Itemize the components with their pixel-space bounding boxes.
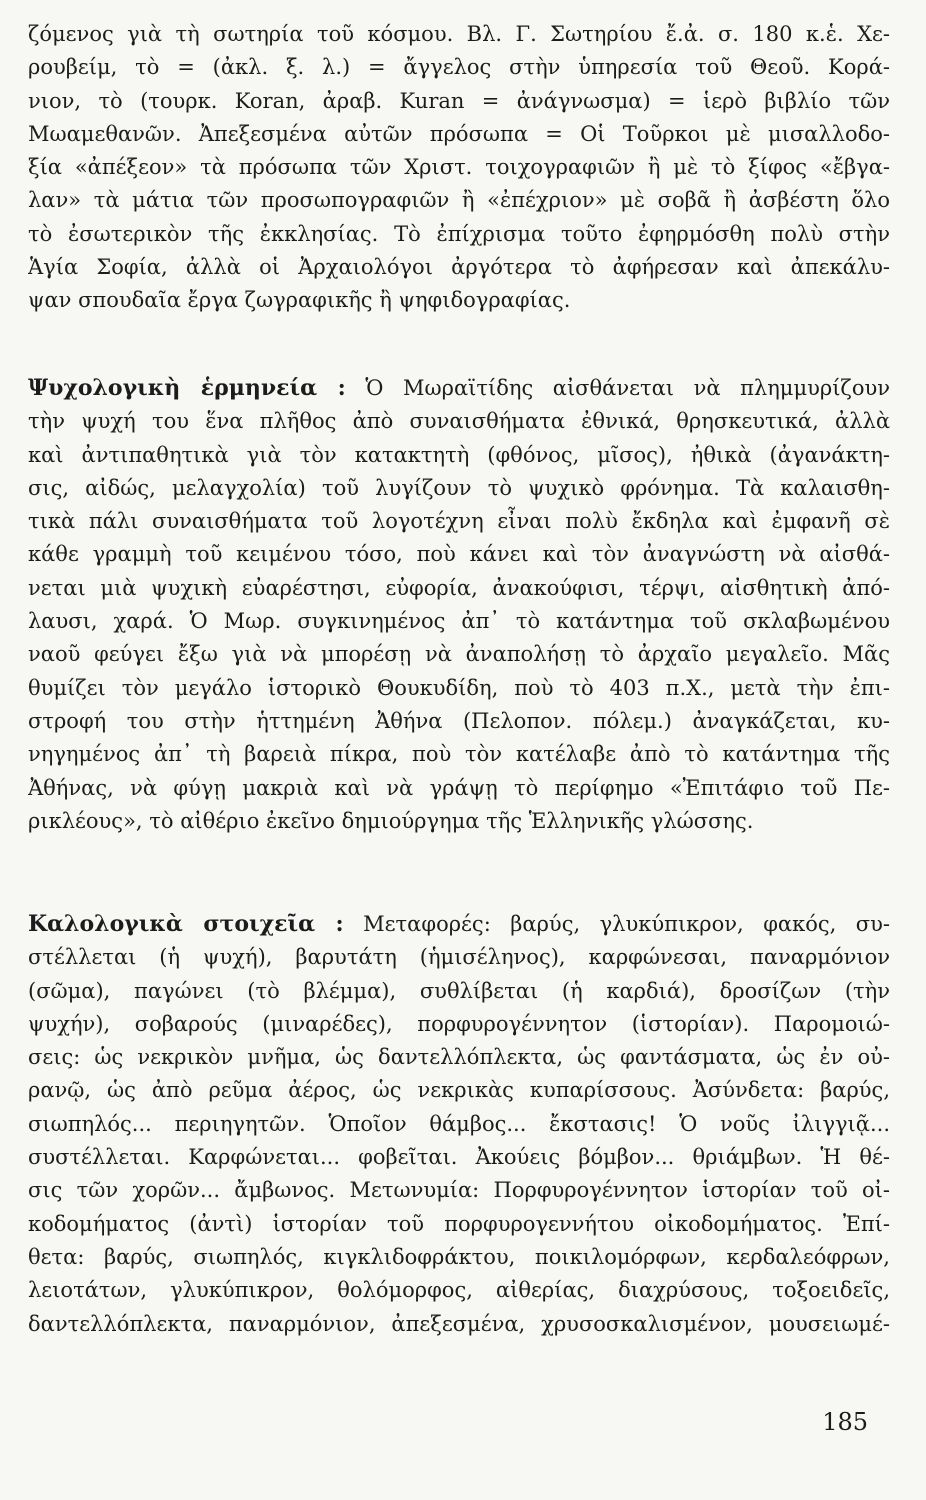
text-line: στροφή του στὴν ἡττημένη Ἀθήνα (Πελοπον. πόλεμ.) ἀναγκάζεται, κυ- xyxy=(28,708,890,733)
text-line: ρουβείμ, τὸ = (ἀκλ. ξ. λ.) = ἄγγελος στὴν ὑπηρεσία τοῦ Θεοῦ. Κορά- xyxy=(28,55,890,80)
text-line: σιωπηλός... περιηγητῶν. Ὁποῖον θάμβος... ἔκστασις! Ὁ νοῦς ἰλιγγιᾷ... xyxy=(28,1111,890,1136)
text-line: τικὰ πάλι συναισθήματα τοῦ λογοτέχνη εἶναι πολὺ ἔκδηλα καὶ ἐμφανῆ σὲ xyxy=(28,509,890,534)
text-line: ξία «ἀπέξεον» τὰ πρόσωπα τῶν Χριστ. τοιχογραφιῶν ἢ μὲ τὸ ξίφος «ἔβγα- xyxy=(28,155,890,180)
text-line: ναοῦ φεύγει ἔξω γιὰ νὰ μπορέσῃ νὰ ἀναπολήσῃ τὸ ἀρχαῖο μεγαλεῖο. Μᾶς xyxy=(28,642,890,667)
text-line: στέλλεται (ἡ ψυχή), βαρυτάτη (ἡμισέληνος), καρφώνεσαι, παναρμόνιον xyxy=(28,945,890,970)
text-line-start: Μεταφορές: βαρύς, γλυκύπικρον, φακός, συ- xyxy=(343,912,890,936)
text-line: (σῶμα), παγώνει (τὸ βλέμμα), συθλίβεται (ἡ καρδιά), δροσίζων (τὴν xyxy=(28,978,890,1003)
text-line: δαντελλόπλεκτα, παναρμόνιον, ἀπεξεσμένα, χρυσοσκαλισμένον, μουσειωμέ- xyxy=(28,1311,890,1336)
text-line: Μωαμεθανῶν. Ἀπεξεσμένα αὐτῶν πρόσωπα = Οἱ Τοῦρκοι μὲ μισαλλοδο- xyxy=(28,121,890,146)
text-line-first xyxy=(28,908,890,941)
text-line-first xyxy=(28,372,890,405)
text-line: συστέλλεται. Καρφώνεται... φοβεῖται. Ἀκούεις βόμβον... θριάμβων. Ἡ θέ- xyxy=(28,1145,890,1170)
text-line: ζόμενος γιὰ τὴ σωτηρία τοῦ κόσμου. Βλ. Γ. Σωτηρίου ἔ.ἀ. σ. 180 κ.ἑ. Χε- xyxy=(28,22,890,46)
text-line: σεις: ὡς νεκρικὸν μνῆμα, ὡς δαντελλόπλεκτα, ὡς φαντάσματα, ὡς ἐν οὐ- xyxy=(28,1045,890,1070)
paragraph-glossary xyxy=(28,18,890,318)
paragraph-psychological-interpretation xyxy=(28,372,890,838)
section-heading: Ψυχολογικὴ ἑρμηνεία : xyxy=(28,375,346,401)
text-line: Ἁγία Σοφία, ἀλλὰ οἱ Ἀρχαιολόγοι ἀργότερα τὸ ἀφήρεσαν καὶ ἀπεκάλυ- xyxy=(28,255,890,280)
text-line: νεται μιὰ ψυχικὴ εὐαρέστησι, εὐφορία, ἀνακούφισι, τέρψι, αἰσθητικὴ ἀπό- xyxy=(28,575,890,600)
text-line-start: Ὁ Μωραϊτίδης αἰσθάνεται νὰ πλημμυρίζουν xyxy=(345,376,890,400)
text-line: λειοτάτων, γλυκύπικρον, θολόμορφος, αἰθερίας, διαχρύσους, τοξοειδεῖς, xyxy=(28,1278,890,1303)
text-line: καὶ ἀντιπαθητικὰ γιὰ τὸν κατακτητὴ (φθόνος, μῖσος), ἠθικὰ (ἀγανάκτη- xyxy=(28,442,890,467)
section-heading: Καλολογικὰ στοιχεῖα : xyxy=(28,911,344,937)
text-line: νιον, τὸ (τουρκ. Koran, ἀραβ. Kuran = ἀνάγνωσμα) = ἱερὸ βιβλίο τῶν xyxy=(28,88,890,113)
text-line: θετα: βαρύς, σιωπηλός, κιγκλιδοφράκτου, ποικιλομόρφων, κερδαλεόφρων, xyxy=(28,1244,890,1269)
text-line: θυμίζει τὸν μεγάλο ἱστορικὸ Θουκυδίδη, ποὺ τὸ 403 π.Χ., μετὰ τὴν ἐπι- xyxy=(28,675,890,700)
text-line: νηγημένος ἀπ᾽ τὴ βαρειὰ πίκρα, ποὺ τὸν κατέλαβε ἀπὸ τὸ κατάντημα τῆς xyxy=(28,742,890,767)
page-number: 185 xyxy=(822,1408,868,1436)
text-line: ψυχήν), σοβαρούς (μιναρέδες), πορφυρογέννητον (ἱστορίαν). Παρομοιώ- xyxy=(28,1011,890,1036)
text-line: λαυσι, χαρά. Ὁ Μωρ. συγκινημένος ἀπ᾽ τὸ κατάντημα τοῦ σκλαβωμένου xyxy=(28,609,890,634)
text-line: τὴν ψυχή του ἕνα πλῆθος ἀπὸ συναισθήματα ἐθνικά, θρησκευτικά, ἀλλὰ xyxy=(28,409,890,434)
text-line: τὸ ἐσωτερικὸν τῆς ἐκκλησίας. Τὸ ἐπίχρισμα τοῦτο ἐφηρμόσθη πολὺ στὴν xyxy=(28,221,890,246)
text-line: Ἀθήνας, νὰ φύγῃ μακριὰ καὶ νὰ γράψῃ τὸ περίφημο «Ἐπιτάφιο τοῦ Πε- xyxy=(28,775,890,800)
paragraph-stylistic-elements xyxy=(28,908,890,1341)
text-line: ρικλέους», τὸ αἰθέριο ἐκεῖνο δημιούργημα τῆς Ἑλληνικῆς γλώσσης. xyxy=(28,808,754,833)
text-line: λαν» τὰ μάτια τῶν προσωπογραφιῶν ἢ «ἐπέχριον» μὲ σοβᾶ ἢ ἀσβέστη ὅλο xyxy=(28,188,890,213)
text-line: κοδομήματος (ἀντὶ) ἱστορίαν τοῦ πορφυρογεννήτου οἰκοδομήματος. Ἐπί- xyxy=(28,1211,890,1236)
text-line: κάθε γραμμὴ τοῦ κειμένου τόσο, ποὺ κάνει καὶ τὸν ἀναγνώστη νὰ αἰσθά- xyxy=(28,542,890,567)
text-line: σις τῶν χορῶν... ἄμβωνος. Μετωνυμία: Πορφυρογέννητον ἱστορίαν τοῦ οἰ- xyxy=(28,1178,890,1203)
text-line: ψαν σπουδαῖα ἔργα ζωγραφικῆς ἢ ψηφιδογραφίας. xyxy=(28,288,571,313)
text-line: ρανῷ, ὡς ἀπὸ ρεῦμα ἀέρος, ὡς νεκρικὰς κυπαρίσσους. Ἀσύνδετα: βαρύς, xyxy=(28,1078,890,1103)
text-line: σις, αἰδώς, μελαγχολία) τοῦ λυγίζουν τὸ ψυχικὸ φρόνημα. Τὰ καλαισθη- xyxy=(28,475,890,500)
